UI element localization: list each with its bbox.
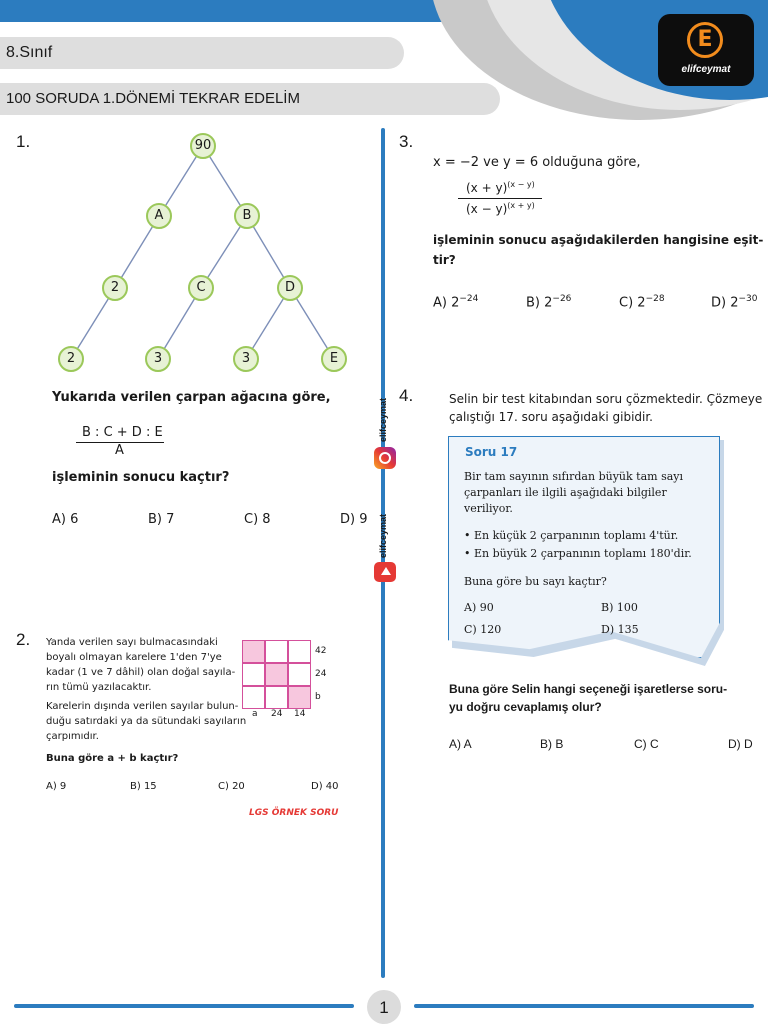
- q4-option-d[interactable]: D) D: [728, 737, 753, 751]
- grid-col-label: a: [252, 709, 258, 719]
- q4-question: yu doğru cevaplamış olur?: [449, 700, 602, 714]
- grid-cell[interactable]: [242, 686, 265, 709]
- q1-prompt: Yukarıda verilen çarpan ağacına göre,: [52, 390, 331, 405]
- q1-option-b[interactable]: B) 7: [148, 512, 175, 527]
- side-brand-text: elifceymat: [378, 513, 388, 558]
- grid-row-label: 42: [315, 646, 327, 656]
- question-number: 3.: [399, 132, 414, 151]
- tree-node: 2: [102, 275, 128, 301]
- card-bullets: [464, 527, 692, 563]
- q2-text: Yanda verilen sayı bulmacasındaki boyalı olmayan karelere 1'den 7'ye kadar (1 ve 7 dâhil) olan doğal sayıla- rın tümü yazılacaktır.: [46, 637, 236, 693]
- grid-cell[interactable]: [288, 663, 311, 686]
- card-bullet: • En küçük 2 çarpanının toplamı 4'tür.: [464, 529, 679, 542]
- question-number: 4.: [399, 386, 414, 405]
- q2-option-a[interactable]: A) 9: [46, 781, 67, 792]
- page-number: 1: [367, 990, 401, 1024]
- card-text: Bir tam sayının sıfırdan büyük tam sayı çarpanları ile ilgili aşağıdaki bilgiler veriliyor.: [464, 470, 684, 515]
- grid-row-label: 24: [315, 669, 327, 679]
- q3-question: işleminin sonucu aşağıdakilerden hangisine eşit-: [433, 233, 764, 247]
- q3-option-d[interactable]: D) $2^{-30}$: [711, 294, 758, 311]
- q3-given: x = −2 ve y = 6 olduğuna göre,: [433, 155, 641, 170]
- tree-node: 2: [58, 346, 84, 372]
- q3-denominator: $(x - y)^{(x + y)}$: [466, 201, 535, 216]
- q3-option-c[interactable]: C) $2^{-28}$: [619, 294, 665, 311]
- q3-numerator: $(x + y)^{(x - y)}$: [466, 180, 535, 195]
- logo-text: elifceymat: [681, 64, 731, 75]
- fraction-bar: [458, 198, 542, 199]
- tree-node: E: [321, 346, 347, 372]
- q4-option-c[interactable]: C) C: [634, 737, 659, 751]
- tree-node: C: [188, 275, 214, 301]
- q4-option-a[interactable]: A) A: [449, 737, 472, 751]
- grid-col-label: 24: [271, 709, 283, 719]
- q4-option-b[interactable]: B) B: [540, 737, 564, 751]
- grid-cell[interactable]: [265, 686, 288, 709]
- q3-option-b[interactable]: B) $2^{-26}$: [526, 294, 572, 311]
- grid-cell[interactable]: [288, 640, 311, 663]
- q1-denominator: A: [115, 443, 124, 458]
- question-number: 2.: [16, 630, 31, 649]
- grid-cell: [288, 686, 311, 709]
- card-bullet: • En büyük 2 çarpanının toplamı 180'dir.: [464, 547, 692, 560]
- instagram-icon[interactable]: [374, 447, 396, 469]
- card-option: A) 90: [464, 601, 494, 614]
- q2-option-b[interactable]: B) 15: [130, 781, 157, 792]
- tree-node: D: [277, 275, 303, 301]
- q3-question: tir?: [433, 253, 456, 267]
- q4-question: Buna göre Selin hangi seçeneği işaretlerse soru-: [449, 682, 728, 696]
- card-option: D) 135: [601, 623, 639, 636]
- q1-option-d[interactable]: D) 9: [340, 512, 368, 527]
- youtube-icon[interactable]: [374, 562, 396, 582]
- brand-logo: [658, 14, 754, 86]
- q4-intro: Selin bir test kitabından soru çözmektedir. Çözmeye: [449, 392, 763, 406]
- tree-node: A: [146, 203, 172, 229]
- tree-node: 3: [233, 346, 259, 372]
- grade-label: 8.Sınıf: [0, 37, 404, 69]
- grid-cell: [265, 663, 288, 686]
- q2-option-c[interactable]: C) 20: [218, 781, 245, 792]
- card-title: Soru 17: [465, 445, 518, 459]
- card-option: C) 120: [464, 623, 502, 636]
- q2-option-d[interactable]: D) 40: [311, 781, 339, 792]
- q1-option-c[interactable]: C) 8: [244, 512, 271, 527]
- question-number: 1.: [16, 132, 31, 151]
- q2-text: Karelerin dışında verilen sayılar bulun- duğu satırdaki ya da sütundaki sayıların çarpımıdır.: [46, 701, 247, 742]
- q3-option-a[interactable]: A) $2^{-24}$: [433, 294, 479, 311]
- factor-tree-lines: [0, 0, 384, 400]
- footer-line: [414, 1004, 754, 1008]
- footer-line: [14, 1004, 354, 1008]
- tree-node: 90: [190, 133, 216, 159]
- grid-cell[interactable]: [265, 640, 288, 663]
- grid-cell[interactable]: [242, 663, 265, 686]
- card-option: B) 100: [601, 601, 638, 614]
- lgs-tag: LGS ÖRNEK SORU: [249, 808, 339, 818]
- grid-row-label: b: [315, 692, 321, 702]
- tree-node: B: [234, 203, 260, 229]
- q1-numerator: B : C + D : E: [82, 425, 163, 440]
- grid-cell: [242, 640, 265, 663]
- page-title: 100 SORUDA 1.DÖNEMİ TEKRAR EDELİM: [0, 83, 500, 115]
- q4-intro: çalıştığı 17. soru aşağıdaki gibidir.: [449, 410, 653, 424]
- side-brand-text: elifceymat: [378, 397, 388, 442]
- q2-question: Buna göre a + b kaçtır?: [46, 753, 179, 764]
- card-question: Buna göre bu sayı kaçtır?: [464, 575, 607, 588]
- q1-option-a[interactable]: A) 6: [52, 512, 79, 527]
- tree-node: 3: [145, 346, 171, 372]
- q1-question: işleminin sonucu kaçtır?: [52, 470, 230, 485]
- logo-letter: E: [687, 22, 723, 58]
- grid-col-label: 14: [294, 709, 306, 719]
